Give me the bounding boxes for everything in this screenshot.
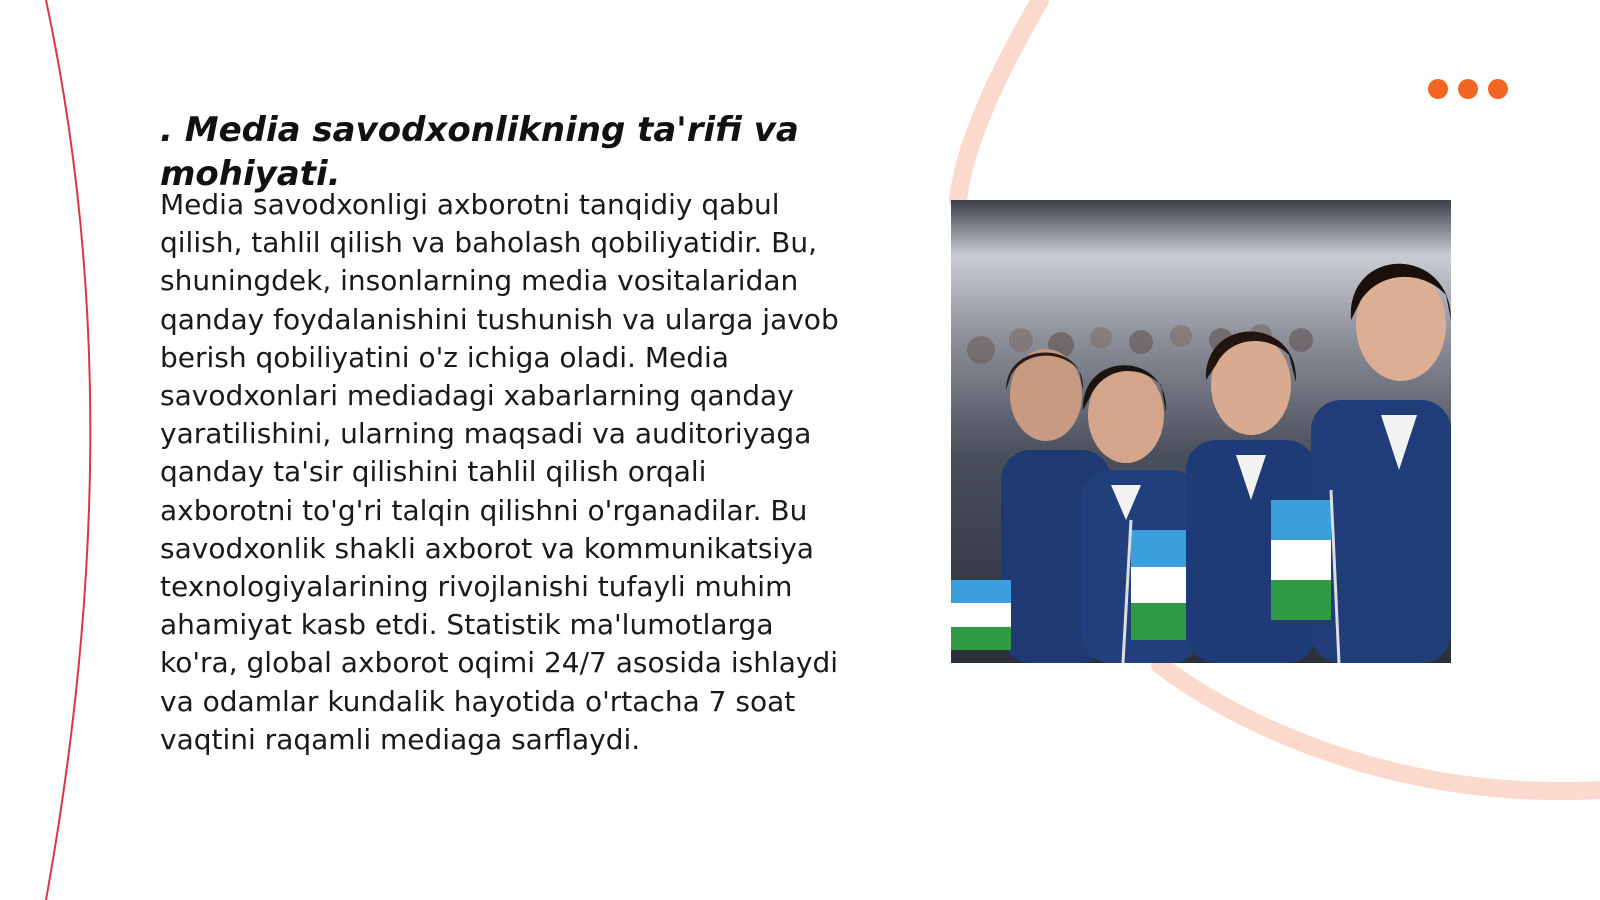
photo-students-with-flags-icon — [951, 200, 1451, 663]
left-accent-line — [46, 0, 90, 900]
dot — [1428, 79, 1448, 99]
slide-body-text: Media savodxonligi axborotni tanqidiy qabul qilish, tahlil qilish va baholash qobiliyatidir. Bu, shuningdek, insonlarning media vositalaridan qanday foydalanishini tushunish va ularga javob berish qobiliyatini o'z ichiga oladi. Media savodxonlari mediadagi xabarlarning qanday yaratilishini, ularning maqsadi va auditoriyaga qanday ta'sir qilishini tahlil qilish orqali axborotni to'g'ri talqin qilishni o'rganadilar. Bu savodxonlik shakli axborot va kommunikatsiya texnologiyalarining rivojlanishi tufayli muhim ahamiyat kasb etdi. Statistik ma'lumotlarga ko'ra, global axborot oqimi 24/7 asosida ishlaydi va odamlar kundalik hayotida o'rtacha 7 soat vaqtini raqamli mediaga sarflaydi. — [160, 188, 839, 756]
peach-arc-lower — [1160, 665, 1600, 791]
dot — [1458, 79, 1478, 99]
dot — [1488, 79, 1508, 99]
menu-dots-icon — [1428, 79, 1508, 99]
peach-arc-upper — [958, 0, 1040, 200]
slide-title: . Media savodxonlikning ta'rifi va mohiyati. — [160, 110, 799, 194]
